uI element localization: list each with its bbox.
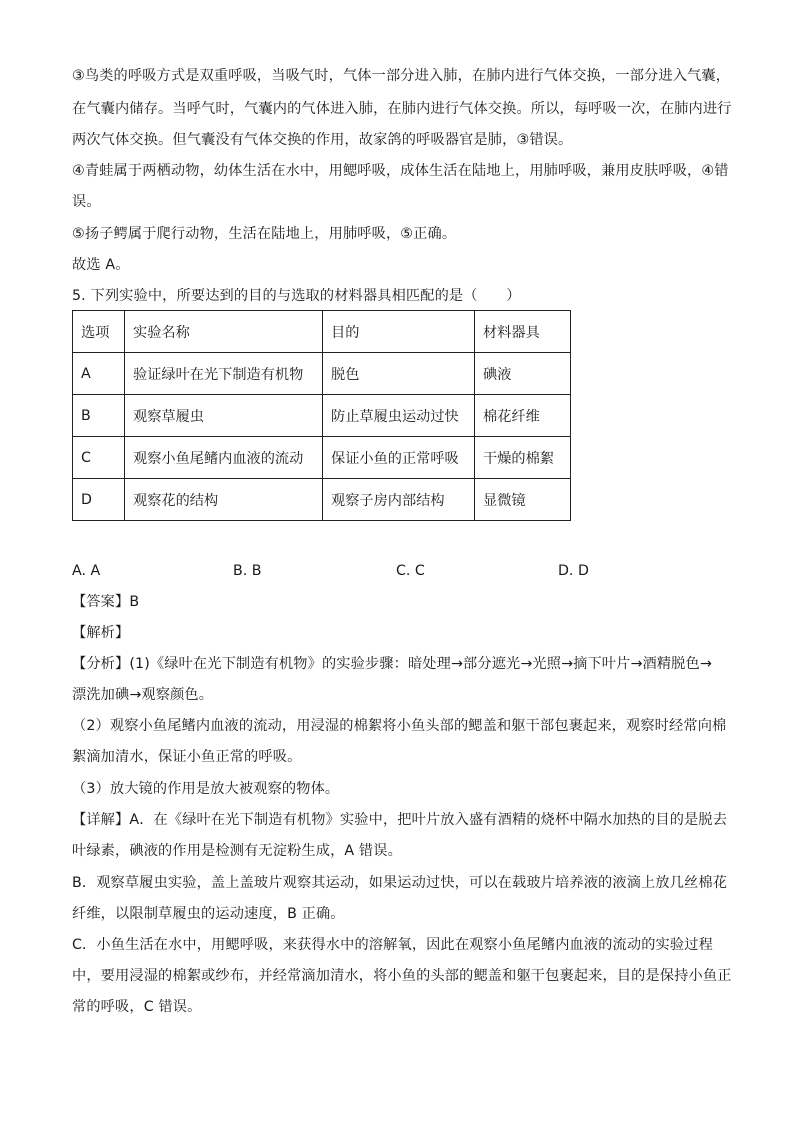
table-header-cell: 目的 [323, 311, 475, 353]
table-row [73, 479, 571, 521]
table-cell: 干燥的棉絮 [475, 437, 571, 479]
table-cell: 观察小鱼尾鳍内血液的流动 [125, 437, 323, 479]
analysis-line: 中，要用浸湿的棉絮或纱布，并经常滴加清水，将小鱼的头部的鳃盖和躯干包裹起来，目的是保持小鱼正 [72, 968, 732, 984]
table-cell: 观察草履虫 [125, 395, 323, 437]
table-cell: 验证绿叶在光下制造有机物 [125, 353, 323, 395]
table-cell: 防止草履虫运动过快 [323, 395, 475, 437]
table-cell: D [73, 479, 125, 521]
table-cell: B [73, 395, 125, 437]
option-b: B. B [233, 563, 262, 579]
table-header-cell: 实验名称 [125, 311, 323, 353]
paragraph-line: 两次气体交换。但气囊没有气体交换的作用，故家鸽的呼吸器官是肺，③错误。 [72, 132, 573, 148]
analysis-line: 【详解】A．在《绿叶在光下制造有机物》实验中，把叶片放入盛有酒精的烧杯中隔水加热的目的是脱去 [72, 812, 728, 828]
table-cell: 观察子房内部结构 [323, 479, 475, 521]
paragraph-line: ⑤扬子鳄属于爬行动物，生活在陆地上，用肺呼吸，⑤正确。 [72, 226, 457, 242]
analysis-line: 【分析】(1)《绿叶在光下制造有机物》的实验步骤：暗处理→部分遮光→光照→摘下叶片→酒精脱色→ [72, 656, 712, 672]
table-cell: 保证小鱼的正常呼吸 [323, 437, 475, 479]
analysis-line: B．观察草履虫实验，盖上盖玻片观察其运动，如果运动过快，可以在载玻片培养液的液滴上放几丝棉花 [72, 875, 728, 891]
table-cell: 脱色 [323, 353, 475, 395]
table-header-row [73, 311, 571, 353]
table-cell: C [73, 437, 125, 479]
paragraph-line: 在气囊内储存。当呼气时，气囊内的气体进入肺，在肺内进行气体交换。所以，每呼吸一次，在肺内进行 [72, 101, 732, 117]
analysis-heading: 【解析】 [72, 625, 130, 641]
table-cell: 观察花的结构 [125, 479, 323, 521]
table-header-cell: 材料器具 [475, 311, 571, 353]
answer-line: 【答案】B [72, 594, 140, 610]
table-cell: 显微镜 [475, 479, 571, 521]
paragraph-line: 误。 [72, 194, 101, 210]
options-table [72, 310, 571, 521]
table-cell: 棉花纤维 [475, 395, 571, 437]
paragraph-line: ③鸟类的呼吸方式是双重呼吸，当吸气时，气体一部分进入肺，在肺内进行气体交换，一部分进入气囊， [72, 68, 731, 84]
table-cell: 碘液 [475, 353, 571, 395]
analysis-line: （3）放大镜的作用是放大被观察的物体。 [72, 781, 340, 797]
analysis-line: （2）观察小鱼尾鳍内血液的流动，用浸湿的棉絮将小鱼头部的鳃盖和躯干部包裹起来，观察时经常向棉 [72, 718, 727, 734]
analysis-line: 纤维，以限制草履虫的运动速度，B 正确。 [72, 906, 345, 922]
question-stem: 5. 下列实验中，所要达到的目的与选取的材料器具相匹配的是（ ） [72, 288, 521, 304]
option-d: D. D [558, 563, 589, 579]
table-row [73, 437, 571, 479]
table-row [73, 353, 571, 395]
paragraph-line: ④青蛙属于两栖动物，幼体生活在水中，用鳃呼吸，成体生活在陆地上，用肺呼吸，兼用皮肤呼吸，④错 [72, 163, 729, 179]
table-cell: A [73, 353, 125, 395]
analysis-line: C．小鱼生活在水中，用鳃呼吸，来获得水中的溶解氧，因此在观察小鱼尾鳍内血液的流动的实验过程 [72, 937, 713, 953]
analysis-line: 漂洗加碘→观察颜色。 [72, 687, 214, 703]
conclusion-line: 故选 A。 [72, 257, 130, 273]
table-row [73, 395, 571, 437]
analysis-line: 叶绿素，碘液的作用是检测有无淀粉生成，A 错误。 [72, 843, 402, 859]
option-a: A. A [72, 563, 101, 579]
analysis-line: 絮滴加清水，保证小鱼正常的呼吸。 [72, 749, 302, 765]
table-header-cell: 选项 [73, 311, 125, 353]
option-c: C. C [396, 563, 425, 579]
analysis-line: 常的呼吸，C 错误。 [72, 999, 202, 1015]
